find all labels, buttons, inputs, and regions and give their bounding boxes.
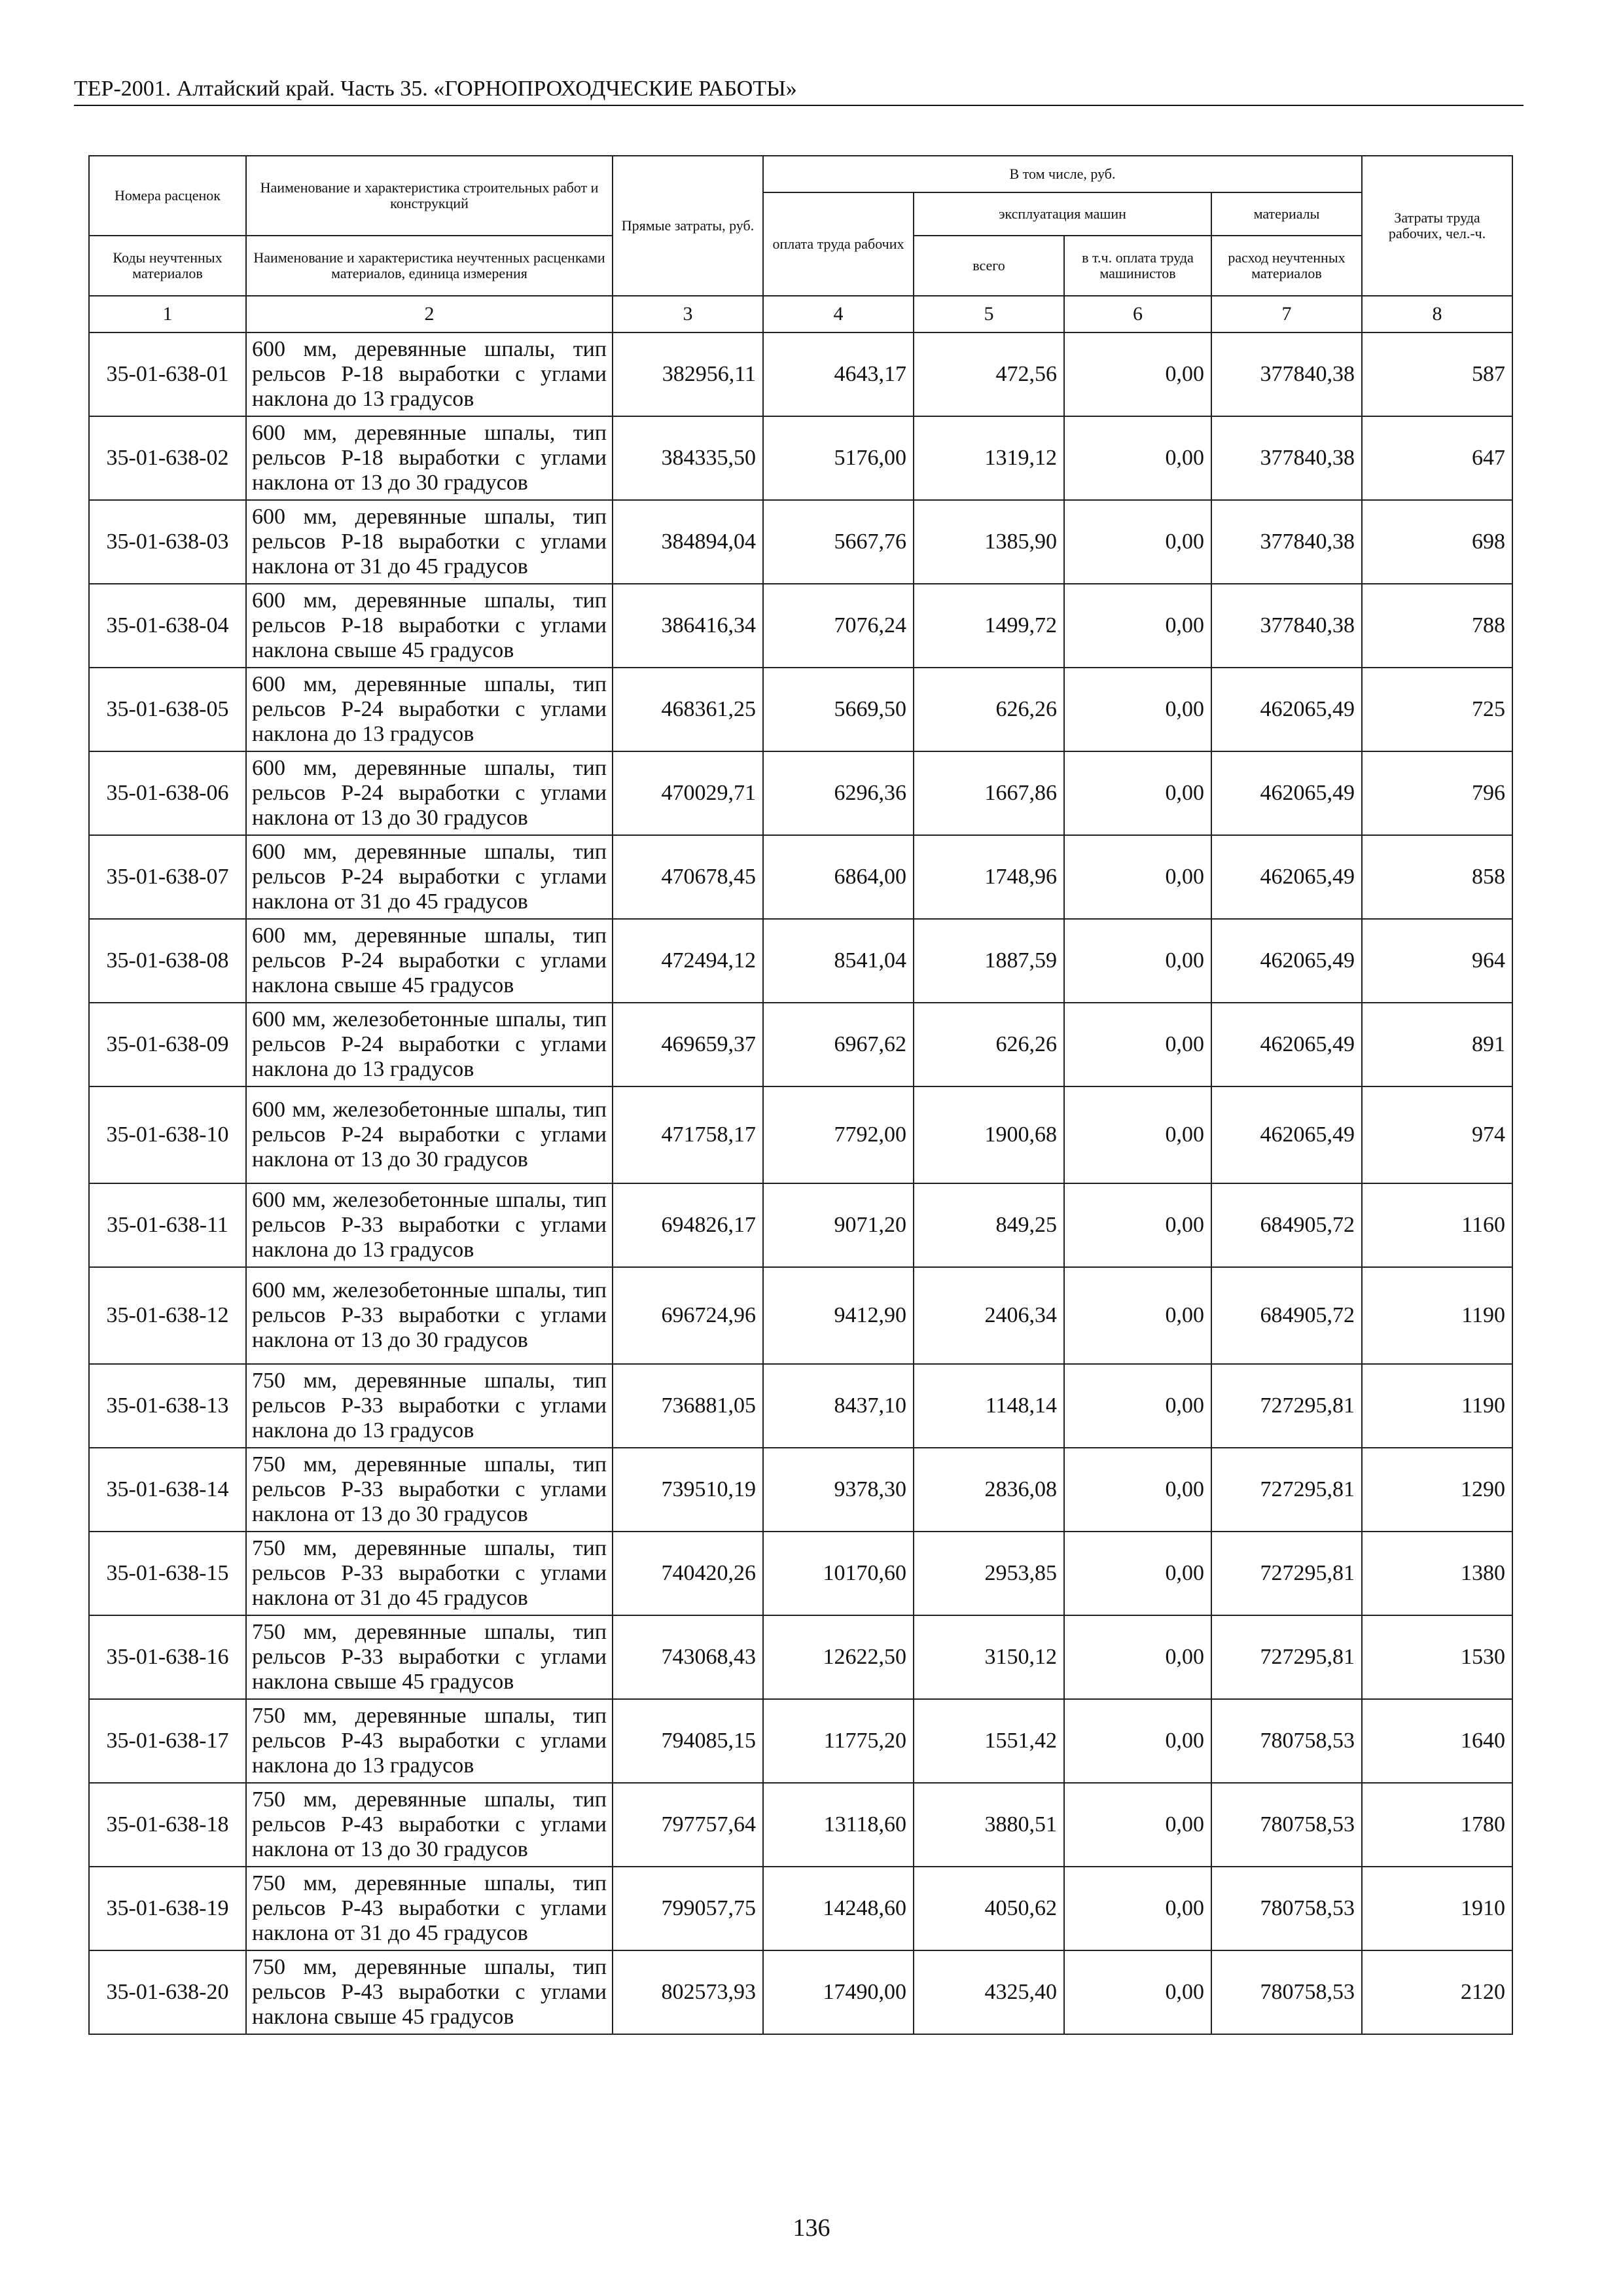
labor-pay-cell: 5669,50 — [763, 668, 914, 751]
labor-pay-cell: 8541,04 — [763, 919, 914, 1003]
labor-pay-cell: 4643,17 — [763, 332, 914, 416]
rate-code-cell: 35-01-638-13 — [89, 1364, 246, 1448]
machines-total-cell: 1385,90 — [914, 500, 1064, 584]
table-row — [89, 1699, 1512, 1783]
driver-pay-cell: 0,00 — [1064, 584, 1211, 668]
work-description-cell: 750 мм, деревянные шпалы, тип рельсов Р-33 выработки с углами наклона от 31 до 45 градусов — [246, 1532, 613, 1615]
column-number: 7 — [1211, 296, 1362, 332]
materials-cell: 727295,81 — [1211, 1615, 1362, 1699]
machines-total-cell: 1667,86 — [914, 751, 1064, 835]
machines-total-cell: 3880,51 — [914, 1783, 1064, 1867]
header-machines: эксплуатация машин — [914, 192, 1211, 236]
table-body — [89, 332, 1512, 2034]
direct-costs-cell: 384894,04 — [613, 500, 763, 584]
work-description-cell: 600 мм, деревянные шпалы, тип рельсов Р-24 выработки с углами наклона от 13 до 30 градусов — [246, 751, 613, 835]
column-number: 4 — [763, 296, 914, 332]
labor-pay-cell: 6864,00 — [763, 835, 914, 919]
machines-total-cell: 2406,34 — [914, 1267, 1064, 1364]
machines-total-cell: 626,26 — [914, 1003, 1064, 1086]
machines-total-cell: 1748,96 — [914, 835, 1064, 919]
table-row — [89, 1950, 1512, 2034]
rate-code-cell: 35-01-638-15 — [89, 1532, 246, 1615]
machines-total-cell: 4050,62 — [914, 1867, 1064, 1950]
driver-pay-cell: 0,00 — [1064, 1532, 1211, 1615]
work-description-cell: 600 мм, железобетонные шпалы, тип рельсов Р-24 выработки с углами наклона до 13 градусов — [246, 1003, 613, 1086]
driver-pay-cell: 0,00 — [1064, 1448, 1211, 1532]
driver-pay-cell: 0,00 — [1064, 1183, 1211, 1267]
materials-cell: 462065,49 — [1211, 1086, 1362, 1183]
table-row — [89, 668, 1512, 751]
work-description-cell: 600 мм, деревянные шпалы, тип рельсов Р-24 выработки с углами наклона до 13 градусов — [246, 668, 613, 751]
machines-total-cell: 1887,59 — [914, 919, 1064, 1003]
labor-hours-cell: 698 — [1362, 500, 1512, 584]
table-row — [89, 1003, 1512, 1086]
materials-cell: 780758,53 — [1211, 1950, 1362, 2034]
direct-costs-cell: 739510,19 — [613, 1448, 763, 1532]
labor-hours-cell: 891 — [1362, 1003, 1512, 1086]
labor-pay-cell: 9412,90 — [763, 1267, 914, 1364]
driver-pay-cell: 0,00 — [1064, 1086, 1211, 1183]
rate-code-cell: 35-01-638-14 — [89, 1448, 246, 1532]
machines-total-cell: 1499,72 — [914, 584, 1064, 668]
direct-costs-cell: 696724,96 — [613, 1267, 763, 1364]
labor-pay-cell: 11775,20 — [763, 1699, 914, 1783]
materials-cell: 780758,53 — [1211, 1699, 1362, 1783]
materials-cell: 727295,81 — [1211, 1532, 1362, 1615]
direct-costs-cell: 470029,71 — [613, 751, 763, 835]
table-row — [89, 751, 1512, 835]
driver-pay-cell: 0,00 — [1064, 1699, 1211, 1783]
table-row — [89, 584, 1512, 668]
machines-total-cell: 3150,12 — [914, 1615, 1064, 1699]
direct-costs-cell: 386416,34 — [613, 584, 763, 668]
materials-cell: 462065,49 — [1211, 835, 1362, 919]
rate-code-cell: 35-01-638-16 — [89, 1615, 246, 1699]
work-description-cell: 600 мм, деревянные шпалы, тип рельсов Р-18 выработки с углами наклона от 13 до 30 градусов — [246, 416, 613, 500]
column-number: 2 — [246, 296, 613, 332]
rate-code-cell: 35-01-638-19 — [89, 1867, 246, 1950]
materials-cell: 780758,53 — [1211, 1867, 1362, 1950]
table-row — [89, 1448, 1512, 1532]
work-description-cell: 750 мм, деревянные шпалы, тип рельсов Р-33 выработки с углами наклона до 13 градусов — [246, 1364, 613, 1448]
labor-hours-cell: 1290 — [1362, 1448, 1512, 1532]
direct-costs-cell: 694826,17 — [613, 1183, 763, 1267]
header-material-usage: расход неучтенных материалов — [1211, 236, 1362, 296]
direct-costs-cell: 384335,50 — [613, 416, 763, 500]
work-description-cell: 750 мм, деревянные шпалы, тип рельсов Р-43 выработки с углами наклона от 31 до 45 градусов — [246, 1867, 613, 1950]
materials-cell: 377840,38 — [1211, 584, 1362, 668]
table-row — [89, 835, 1512, 919]
materials-cell: 377840,38 — [1211, 416, 1362, 500]
direct-costs-cell: 794085,15 — [613, 1699, 763, 1783]
column-number: 1 — [89, 296, 246, 332]
driver-pay-cell: 0,00 — [1064, 1003, 1211, 1086]
header-labor-hours: Затраты труда рабочих, чел.-ч. — [1362, 156, 1512, 296]
labor-hours-cell: 974 — [1362, 1086, 1512, 1183]
work-description-cell: 600 мм, деревянные шпалы, тип рельсов Р-18 выработки с углами наклона до 13 градусов — [246, 332, 613, 416]
rate-code-cell: 35-01-638-12 — [89, 1267, 246, 1364]
rate-code-cell: 35-01-638-10 — [89, 1086, 246, 1183]
table-row — [89, 1867, 1512, 1950]
driver-pay-cell: 0,00 — [1064, 1950, 1211, 2034]
machines-total-cell: 1148,14 — [914, 1364, 1064, 1448]
labor-pay-cell: 9378,30 — [763, 1448, 914, 1532]
rate-code-cell: 35-01-638-01 — [89, 332, 246, 416]
driver-pay-cell: 0,00 — [1064, 1364, 1211, 1448]
header-including: В том числе, руб. — [763, 156, 1362, 192]
labor-hours-cell: 964 — [1362, 919, 1512, 1003]
labor-hours-cell: 587 — [1362, 332, 1512, 416]
materials-cell: 377840,38 — [1211, 332, 1362, 416]
labor-hours-cell: 1780 — [1362, 1783, 1512, 1867]
labor-hours-cell: 1190 — [1362, 1267, 1512, 1364]
header-labor-pay: оплата труда рабочих — [763, 192, 914, 296]
driver-pay-cell: 0,00 — [1064, 1615, 1211, 1699]
rate-code-cell: 35-01-638-06 — [89, 751, 246, 835]
rate-code-cell: 35-01-638-08 — [89, 919, 246, 1003]
page-number: 136 — [793, 2214, 830, 2242]
labor-pay-cell: 17490,00 — [763, 1950, 914, 2034]
header-work-name: Наименование и характеристика строительных работ и конструкций — [246, 156, 613, 236]
labor-pay-cell: 7076,24 — [763, 584, 914, 668]
labor-pay-cell: 6967,62 — [763, 1003, 914, 1086]
labor-hours-cell: 2120 — [1362, 1950, 1512, 2034]
driver-pay-cell: 0,00 — [1064, 751, 1211, 835]
work-description-cell: 750 мм, деревянные шпалы, тип рельсов Р-33 выработки с углами наклона от 13 до 30 градусов — [246, 1448, 613, 1532]
machines-total-cell: 472,56 — [914, 332, 1064, 416]
work-description-cell: 750 мм, деревянные шпалы, тип рельсов Р-43 выработки с углами наклона свыше 45 градусов — [246, 1950, 613, 2034]
table-row — [89, 1183, 1512, 1267]
labor-hours-cell: 858 — [1362, 835, 1512, 919]
labor-pay-cell: 5667,76 — [763, 500, 914, 584]
table-row — [89, 1532, 1512, 1615]
table-row — [89, 416, 1512, 500]
materials-cell: 727295,81 — [1211, 1364, 1362, 1448]
labor-hours-cell: 725 — [1362, 668, 1512, 751]
work-description-cell: 600 мм, железобетонные шпалы, тип рельсов Р-24 выработки с углами наклона от 13 до 30 градусов — [246, 1086, 613, 1183]
table-row — [89, 1783, 1512, 1867]
header-material-codes: Коды неучтенных материалов — [89, 236, 246, 296]
header-driver-pay: в т.ч. оплата труда машинистов — [1064, 236, 1211, 296]
work-description-cell: 600 мм, деревянные шпалы, тип рельсов Р-24 выработки с углами наклона от 31 до 45 градусов — [246, 835, 613, 919]
direct-costs-cell: 472494,12 — [613, 919, 763, 1003]
table-row — [89, 1364, 1512, 1448]
column-number: 6 — [1064, 296, 1211, 332]
rate-code-cell: 35-01-638-17 — [89, 1699, 246, 1783]
work-description-cell: 600 мм, железобетонные шпалы, тип рельсов Р-33 выработки с углами наклона от 13 до 30 градусов — [246, 1267, 613, 1364]
header-machines-total: всего — [914, 236, 1064, 296]
labor-pay-cell: 6296,36 — [763, 751, 914, 835]
machines-total-cell: 2836,08 — [914, 1448, 1064, 1532]
labor-hours-cell: 1190 — [1362, 1364, 1512, 1448]
labor-hours-cell: 647 — [1362, 416, 1512, 500]
labor-hours-cell: 1530 — [1362, 1615, 1512, 1699]
direct-costs-cell: 469659,37 — [613, 1003, 763, 1086]
driver-pay-cell: 0,00 — [1064, 500, 1211, 584]
labor-hours-cell: 788 — [1362, 584, 1512, 668]
materials-cell: 462065,49 — [1211, 919, 1362, 1003]
labor-hours-cell: 1640 — [1362, 1699, 1512, 1783]
page-header: ТЕР-2001. Алтайский край. Часть 35. «ГОРНОПРОХОДЧЕСКИЕ РАБОТЫ» — [74, 73, 1524, 106]
labor-hours-cell: 1910 — [1362, 1867, 1512, 1950]
table-row — [89, 1086, 1512, 1183]
materials-cell: 462065,49 — [1211, 1003, 1362, 1086]
labor-pay-cell: 12622,50 — [763, 1615, 914, 1699]
rate-code-cell: 35-01-638-18 — [89, 1783, 246, 1867]
labor-pay-cell: 13118,60 — [763, 1783, 914, 1867]
driver-pay-cell: 0,00 — [1064, 919, 1211, 1003]
labor-pay-cell: 9071,20 — [763, 1183, 914, 1267]
machines-total-cell: 1551,42 — [914, 1699, 1064, 1783]
work-description-cell: 750 мм, деревянные шпалы, тип рельсов Р-43 выработки с углами наклона до 13 градусов — [246, 1699, 613, 1783]
materials-cell: 377840,38 — [1211, 500, 1362, 584]
materials-cell: 684905,72 — [1211, 1267, 1362, 1364]
direct-costs-cell: 470678,45 — [613, 835, 763, 919]
machines-total-cell: 2953,85 — [914, 1532, 1064, 1615]
work-description-cell: 750 мм, деревянные шпалы, тип рельсов Р-43 выработки с углами наклона от 13 до 30 градусов — [246, 1783, 613, 1867]
labor-pay-cell: 8437,10 — [763, 1364, 914, 1448]
table-row — [89, 1267, 1512, 1364]
direct-costs-cell: 740420,26 — [613, 1532, 763, 1615]
materials-cell: 727295,81 — [1211, 1448, 1362, 1532]
rate-code-cell: 35-01-638-05 — [89, 668, 246, 751]
materials-cell: 780758,53 — [1211, 1783, 1362, 1867]
work-description-cell: 600 мм, железобетонные шпалы, тип рельсов Р-33 выработки с углами наклона до 13 градусов — [246, 1183, 613, 1267]
rate-code-cell: 35-01-638-09 — [89, 1003, 246, 1086]
direct-costs-cell: 797757,64 — [613, 1783, 763, 1867]
rate-code-cell: 35-01-638-11 — [89, 1183, 246, 1267]
work-description-cell: 750 мм, деревянные шпалы, тип рельсов Р-33 выработки с углами наклона свыше 45 градусов — [246, 1615, 613, 1699]
header-materials: материалы — [1211, 192, 1362, 236]
rate-code-cell: 35-01-638-07 — [89, 835, 246, 919]
table-row — [89, 1615, 1512, 1699]
driver-pay-cell: 0,00 — [1064, 668, 1211, 751]
driver-pay-cell: 0,00 — [1064, 835, 1211, 919]
labor-pay-cell: 14248,60 — [763, 1867, 914, 1950]
rates-table — [88, 155, 1513, 2035]
column-number: 3 — [613, 296, 763, 332]
column-number: 8 — [1362, 296, 1512, 332]
column-number: 5 — [914, 296, 1064, 332]
driver-pay-cell: 0,00 — [1064, 1867, 1211, 1950]
labor-pay-cell: 10170,60 — [763, 1532, 914, 1615]
header-material-name: Наименование и характеристика неучтенных расценками материалов, единица измерения — [246, 236, 613, 296]
direct-costs-cell: 382956,11 — [613, 332, 763, 416]
machines-total-cell: 849,25 — [914, 1183, 1064, 1267]
direct-costs-cell: 468361,25 — [613, 668, 763, 751]
labor-pay-cell: 7792,00 — [763, 1086, 914, 1183]
table-row — [89, 500, 1512, 584]
driver-pay-cell: 0,00 — [1064, 1783, 1211, 1867]
work-description-cell: 600 мм, деревянные шпалы, тип рельсов Р-18 выработки с углами наклона от 31 до 45 градусов — [246, 500, 613, 584]
work-description-cell: 600 мм, деревянные шпалы, тип рельсов Р-18 выработки с углами наклона свыше 45 градусов — [246, 584, 613, 668]
header-rate-number: Номера расценок — [89, 156, 246, 236]
header-direct-costs: Прямые затраты, руб. — [613, 156, 763, 296]
driver-pay-cell: 0,00 — [1064, 332, 1211, 416]
labor-pay-cell: 5176,00 — [763, 416, 914, 500]
rate-code-cell: 35-01-638-02 — [89, 416, 246, 500]
labor-hours-cell: 1160 — [1362, 1183, 1512, 1267]
materials-cell: 684905,72 — [1211, 1183, 1362, 1267]
table-row — [89, 919, 1512, 1003]
machines-total-cell: 1900,68 — [914, 1086, 1064, 1183]
direct-costs-cell: 736881,05 — [613, 1364, 763, 1448]
materials-cell: 462065,49 — [1211, 751, 1362, 835]
driver-pay-cell: 0,00 — [1064, 416, 1211, 500]
direct-costs-cell: 802573,93 — [613, 1950, 763, 2034]
machines-total-cell: 626,26 — [914, 668, 1064, 751]
work-description-cell: 600 мм, деревянные шпалы, тип рельсов Р-24 выработки с углами наклона свыше 45 градусов — [246, 919, 613, 1003]
materials-cell: 462065,49 — [1211, 668, 1362, 751]
direct-costs-cell: 799057,75 — [613, 1867, 763, 1950]
labor-hours-cell: 1380 — [1362, 1532, 1512, 1615]
rate-code-cell: 35-01-638-04 — [89, 584, 246, 668]
direct-costs-cell: 743068,43 — [613, 1615, 763, 1699]
rate-code-cell: 35-01-638-03 — [89, 500, 246, 584]
machines-total-cell: 1319,12 — [914, 416, 1064, 500]
rate-code-cell: 35-01-638-20 — [89, 1950, 246, 2034]
table-row — [89, 332, 1512, 416]
driver-pay-cell: 0,00 — [1064, 1267, 1211, 1364]
labor-hours-cell: 796 — [1362, 751, 1512, 835]
machines-total-cell: 4325,40 — [914, 1950, 1064, 2034]
direct-costs-cell: 471758,17 — [613, 1086, 763, 1183]
